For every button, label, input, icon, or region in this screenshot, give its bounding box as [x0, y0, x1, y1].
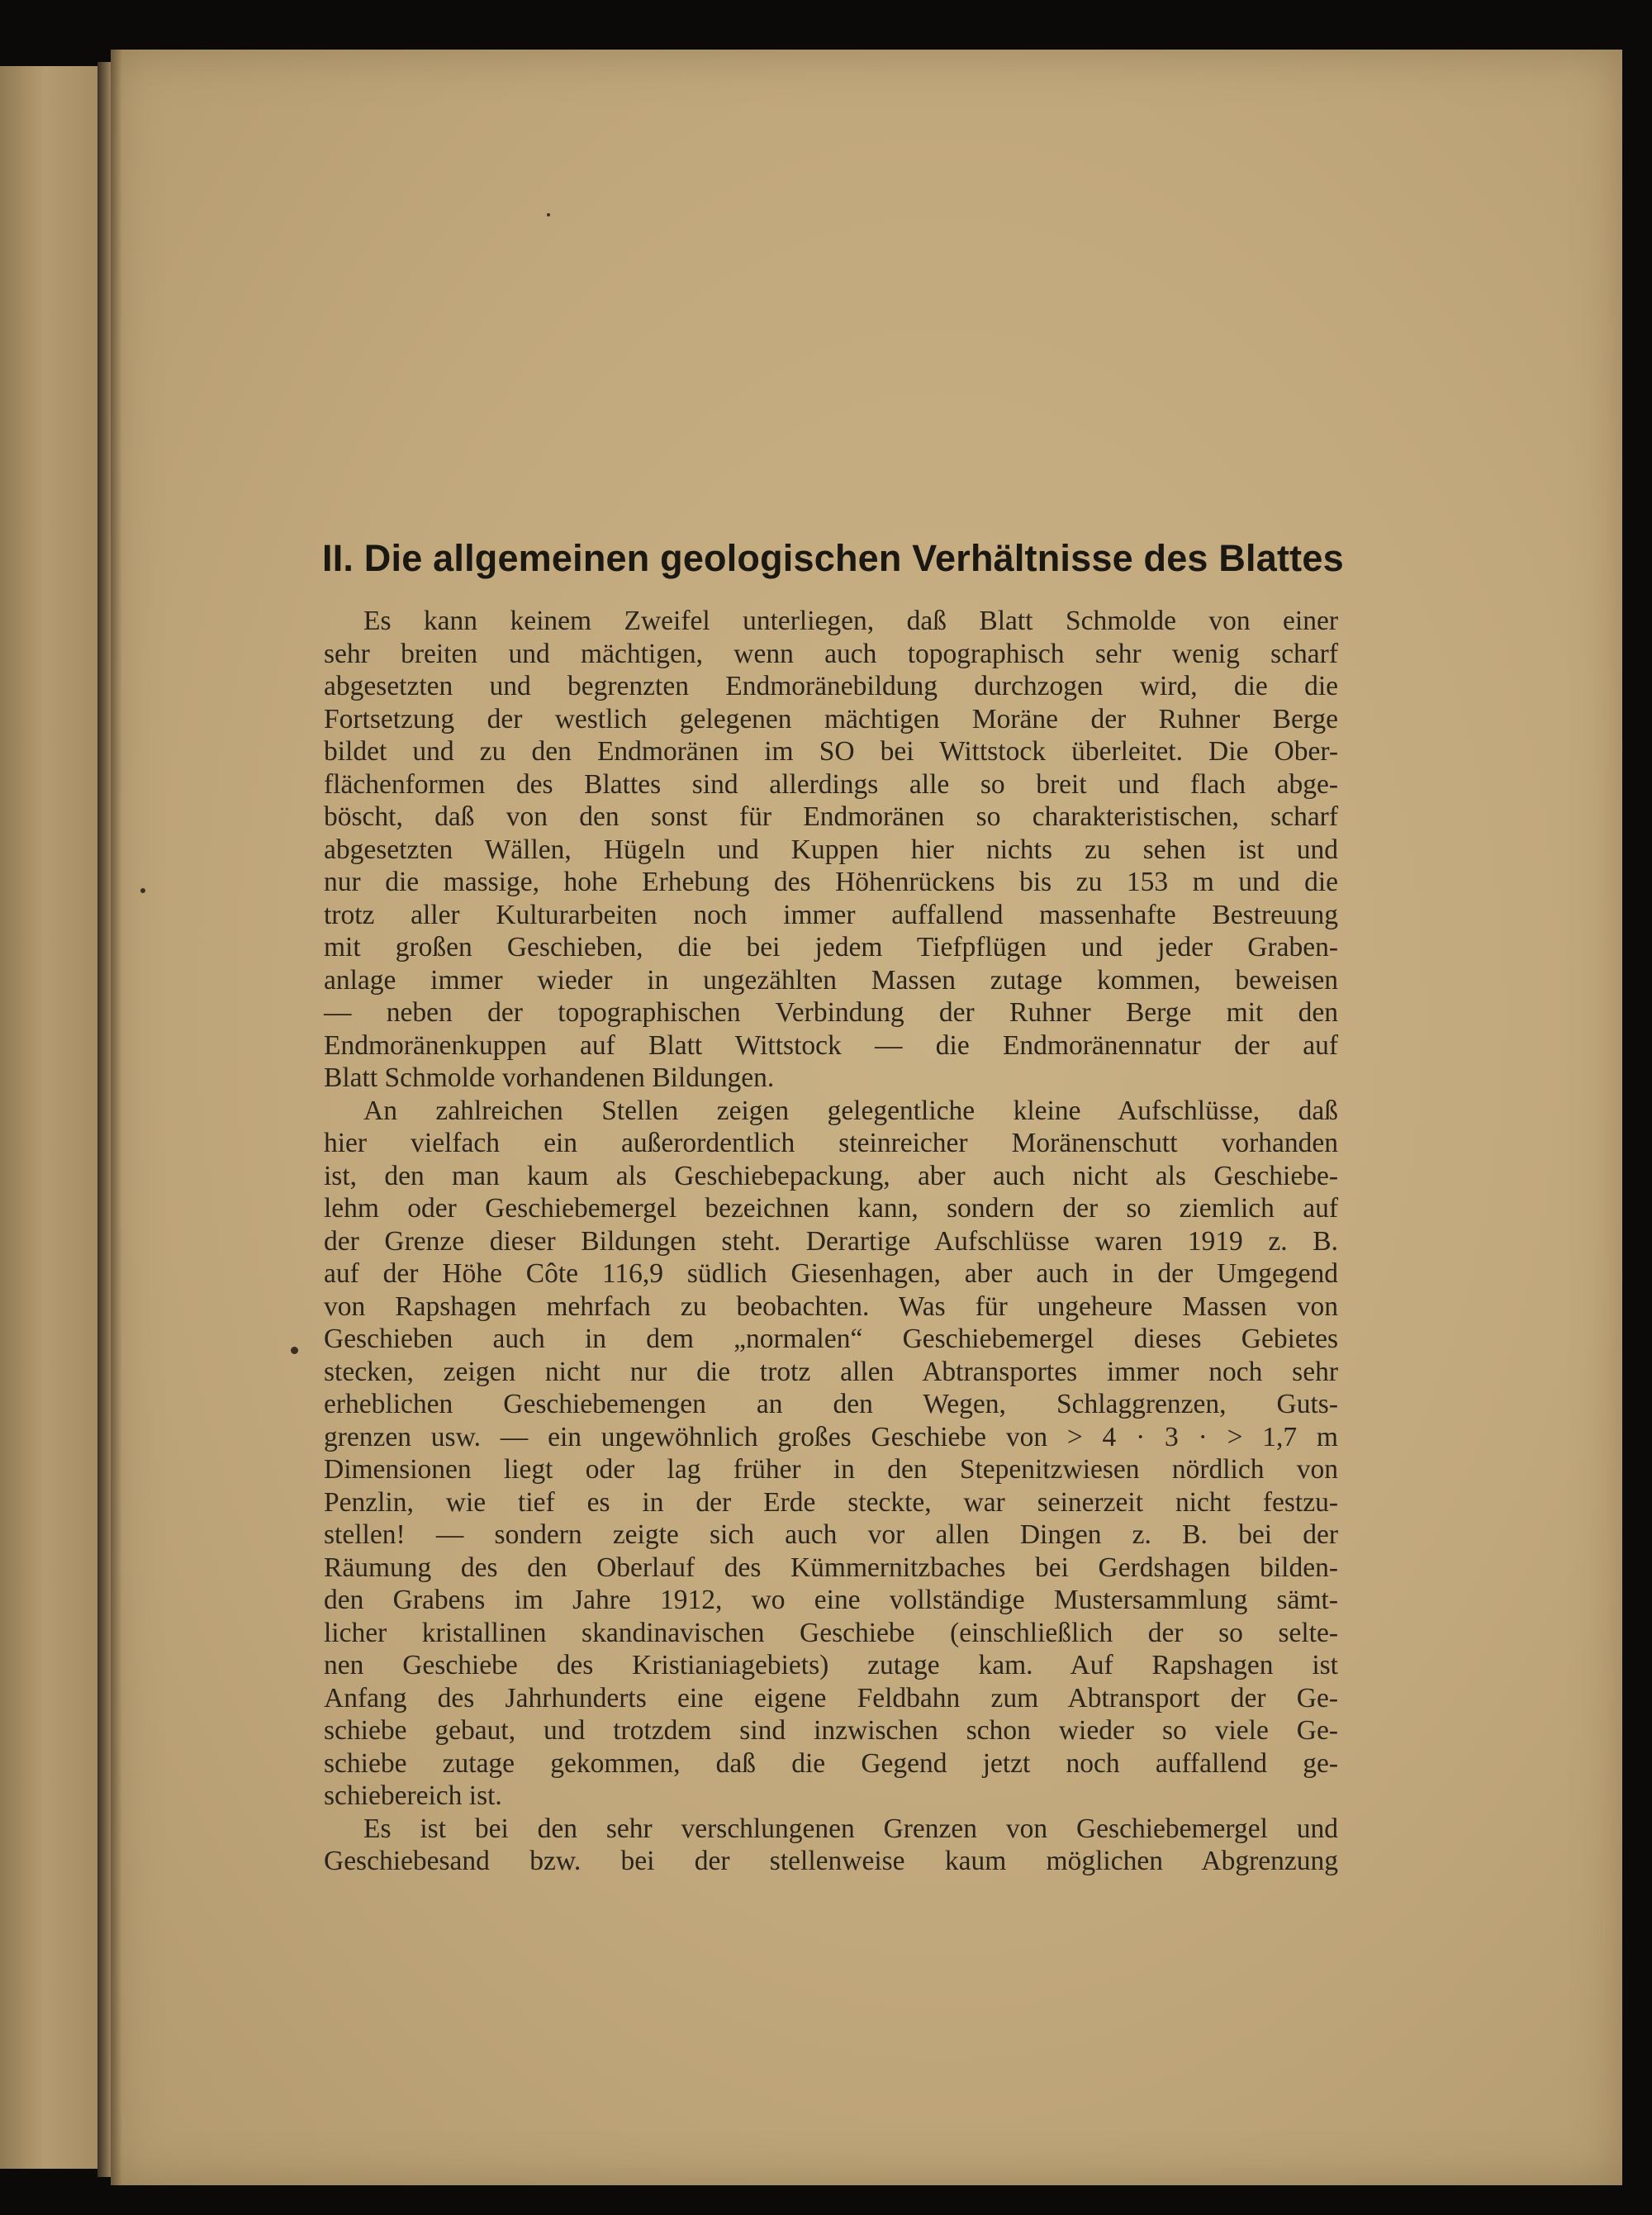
text-line: Endmoränenkuppen auf Blatt Wittstock — die Endmoränennatur der auf	[324, 1029, 1338, 1061]
text-line: mit großen Geschieben, die bei jedem Tiefpflügen und jeder Graben-	[324, 932, 1338, 963]
text-line: nur die massige, hohe Erhebung des Höhenrückens bis zu 153 m und die	[324, 867, 1338, 897]
text-line: Es kann keinem Zweifel unterliegen, daß Blatt Schmolde von einer	[363, 606, 1338, 636]
text-line: bildet und zu den Endmoränen im SO bei Wittstock überleitet. Die Ober-	[324, 736, 1338, 767]
text-line: abgesetzten Wällen, Hügeln und Kuppen hier nichts zu sehen ist und	[324, 834, 1338, 865]
text-line: Anfang des Jahrhunderts eine eigene Feldbahn zum Abtransport der Ge-	[324, 1682, 1338, 1714]
text-line: erheblichen Geschiebemengen an den Wegen, Schlaggrenzen, Guts-	[324, 1389, 1338, 1419]
paragraph	[324, 1813, 1338, 1878]
text-line: lehm oder Geschiebemergel bezeichnen kann, sondern der so ziemlich auf	[324, 1193, 1338, 1224]
text-line: grenzen usw. — ein ungewöhnlich großes Geschiebe von > 4 · 3 · > 1,7 m	[324, 1421, 1338, 1452]
body-text	[324, 605, 1338, 1878]
text-line: schiebe gebaut, und trotzdem sind inzwischen schon wieder so viele Ge-	[324, 1715, 1338, 1746]
text-line: stecken, zeigen nicht nur die trotz allen Abtransportes immer noch sehr	[324, 1356, 1338, 1387]
text-line: flächenformen des Blattes sind allerdings alle so breit und flach abge-	[324, 768, 1338, 800]
paper-speck	[547, 213, 550, 216]
text-line: An zahlreichen Stellen zeigen gelegentliche kleine Aufschlüsse, daß	[363, 1095, 1338, 1126]
text-line: Es ist bei den sehr verschlungenen Grenzen von Geschiebemergel und	[363, 1813, 1338, 1844]
text-line: Geschieben auch in dem „normalen“ Geschiebemergel dieses Gebietes	[324, 1324, 1338, 1354]
text-line: sehr breiten und mächtigen, wenn auch topographisch sehr wenig scharf	[324, 638, 1338, 669]
paragraph	[324, 605, 1338, 1095]
text-line: der Grenze dieser Bildungen steht. Derartige Aufschlüsse waren 1919 z. B.	[324, 1225, 1338, 1257]
text-line: Penzlin, wie tief es in der Erde steckte, war seinerzeit nicht festzu-	[324, 1486, 1338, 1518]
text-line: licher kristallinen skandinavischen Geschiebe (einschließlich der so selte-	[324, 1617, 1338, 1648]
text-line: von Rapshagen mehrfach zu beobachten. Was für ungeheure Massen von	[324, 1290, 1338, 1322]
text-line: schiebe zutage gekommen, daß die Gegend jetzt noch auffallend ge-	[324, 1747, 1338, 1779]
text-line: hier vielfach ein außerordentlich steinreicher Moränenschutt vorhanden	[324, 1128, 1338, 1158]
text-line: anlage immer wieder in ungezählten Massen zutage kommen, beweisen	[324, 964, 1338, 996]
text-line: böscht, daß von den sonst für Endmoränen so charakteristischen, scharf	[324, 801, 1338, 832]
text-line: Räumung des den Oberlauf des Kümmernitzbaches bei Gerdshagen bilden-	[324, 1552, 1338, 1583]
text-line: schiebereich ist.	[324, 1780, 502, 1811]
text-line: trotz aller Kulturarbeiten noch immer auffallend massenhafte Bestreuung	[324, 899, 1338, 930]
paper-speck	[140, 888, 145, 893]
paragraph	[324, 1095, 1338, 1813]
text-line: Blatt Schmolde vorhandenen Bildungen.	[324, 1062, 775, 1093]
text-line: den Grabens im Jahre 1912, wo eine vollständige Mustersammlung sämt-	[324, 1585, 1338, 1615]
text-line: — neben der topographischen Verbindung der Ruhner Berge mit den	[324, 997, 1338, 1028]
text-line: abgesetzten und begrenzten Endmoränebildung durchzogen wird, die die	[324, 671, 1338, 701]
text-line: Fortsetzung der westlich gelegenen mächtigen Moräne der Ruhner Berge	[324, 703, 1338, 734]
text-line: auf der Höhe Côte 116,9 südlich Giesenhagen, aber auch in der Umgegend	[324, 1258, 1338, 1289]
facing-page-edge	[0, 66, 100, 2169]
paper-speck	[291, 1347, 298, 1354]
text-line: ist, den man kaum als Geschiebepackung, aber auch nicht als Geschiebe-	[324, 1160, 1338, 1191]
section-heading: II. Die allgemeinen geologischen Verhältnisse des Blattes	[322, 537, 1344, 579]
text-line: Dimensionen liegt oder lag früher in den Stepenitzwiesen nördlich von	[324, 1454, 1338, 1485]
text-line: nen Geschiebe des Kristianiagebiets) zutage kam. Auf Rapshagen ist	[324, 1650, 1338, 1680]
text-line: Geschiebesand bzw. bei der stellenweise kaum möglichen Abgrenzung	[324, 1846, 1338, 1876]
text-line: stellen! — sondern zeigte sich auch vor allen Dingen z. B. bei der	[324, 1519, 1338, 1550]
